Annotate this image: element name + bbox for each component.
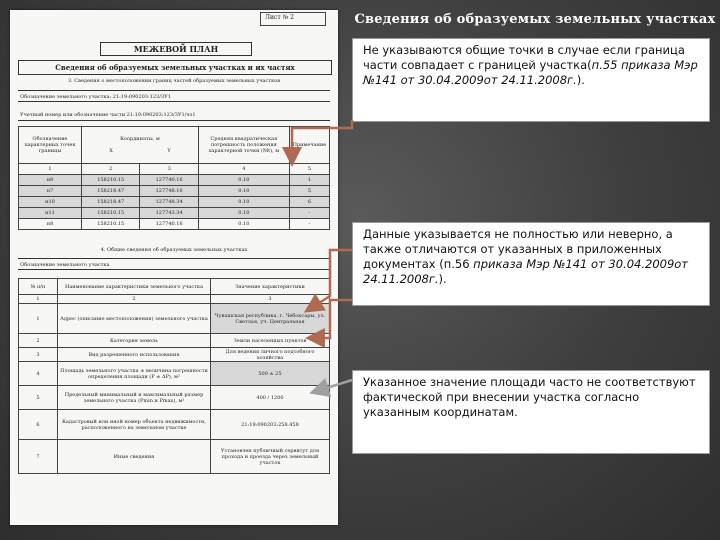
general-info-table: № п/п Наименование характеристики земельного участка Значение характеристики 1 2 3 1 Адрес (описание местоположения) земельного участка Чувашская республика, г. Чебоксары, ул. Светлая, уч. Центральная 2 Категория земель Земли населенных пунктов 3 Вид разрешенного использования Для ведения личного подсобного хозяйства 4 Площадь земельного участка ± величина погрешности определения площади (P ± ΔP), м² 500 ± 25 5 Предельный минимальный и максимальный размер земельного участка (Pmin и Pmax), м² 400 / 1200 6 Кадастровый или иной номер объекта недвижимости, расположенного на земельном участке 21:19:090203:258.458 7 Иные сведения Установлен публичный сервитут для прохода и проезда через земельный участок [18,278,330,474]
col-number: 2 [82,164,140,175]
callout-incomplete-data: Данные указывается не полностью или неверно, а также отличаются от указанных в приложенных документах (п.56 приказа Мэр №141 от 30.04.2009от 24.11.2008г.). [352,222,710,306]
table-header: Значение характеристики [211,279,330,295]
document-scan [10,10,338,525]
callout-area-mismatch: Указанное значение площади часто не соответствуют фактической при внесении участка согласно указанным координатам. [352,370,710,454]
table-header: Средняя квадратическая погрешность положения характерной точки (Mt), м [198,127,289,164]
points-table [18,126,330,230]
table-row: н8 158210.15 127740.16 0.10 - [19,219,330,230]
table-row: 3 Вид разрешенного использования Для ведения личного подсобного хозяйства [19,348,330,362]
table-row: 4 Площадь земельного участка ± величина погрешности определения площади (P ± ΔP), м² 500 ± 25 [19,362,330,386]
callout-common-points: Не указываются общие точки в случае если граница части совпадает с границей участка(п.55 приказа Мэр №141 от 30.04.2009от 24.11.2008г.). [352,38,710,122]
part-label: Учетный номер или обозначение части 21:19:090203:123/3У1/чз1 [18,109,330,121]
slide-title: Сведения об образуемых земельных участках [354,12,716,27]
table-header: Наименование характеристики земельного участка [58,279,211,295]
sheet-number: Лист № 2 [265,14,294,21]
table-row: н7 158218.47 127748.16 0.10 5 [19,186,330,197]
subsection-3-title: 3. Сведения о местоположении границ частей образуемых земельных участков [67,78,281,84]
table-row: н10 158218.47 127748.34 0.10 6 [19,197,330,208]
table-row: 5 Предельный минимальный и максимальный размер земельного участка (Pmin и Pmax), м² 400 / 1200 [19,386,330,410]
col-number: 4 [198,164,289,175]
subsection-4-title: 4. Общие сведения об образуемых земельных участках [100,247,248,253]
parcel-label-2: Обозначение земельного участка [18,258,330,270]
section-title: Сведения об образуемых земельных участках и их частях [18,60,332,75]
parcel-label: Обозначение земельного участка: 21:19:090203:123/3У1 [18,90,330,102]
col-number: 5 [289,164,329,175]
col-number: 3 [140,164,198,175]
table-header: Координаты, м X Y [82,127,199,164]
document-heading: МЕЖЕВОЙ ПЛАН [100,42,252,56]
table-row: 6 Кадастровый или иной номер объекта недвижимости, расположенного на земельном участке 21:19:090203:258.458 [19,410,330,440]
table-row: 1 Адрес (описание местоположения) земельного участка Чувашская республика, г. Чебоксары, ул. Светлая, уч. Центральная [19,304,330,334]
table-row: 7 Иные сведения Установлен публичный сервитут для прохода и проезда через земельный участок [19,440,330,474]
table-row: н11 158210.15 127743.34 0.10 - [19,208,330,219]
col-number: 1 [19,164,82,175]
table-header: Примечание [289,127,329,164]
table-row: 2 Категория земель Земли населенных пунктов [19,334,330,348]
table-row: н8 158210.15 127740.16 0.10 1 [19,175,330,186]
table-header: № п/п [19,279,58,295]
table-header: Обозначение характерных точек границы [19,127,82,164]
